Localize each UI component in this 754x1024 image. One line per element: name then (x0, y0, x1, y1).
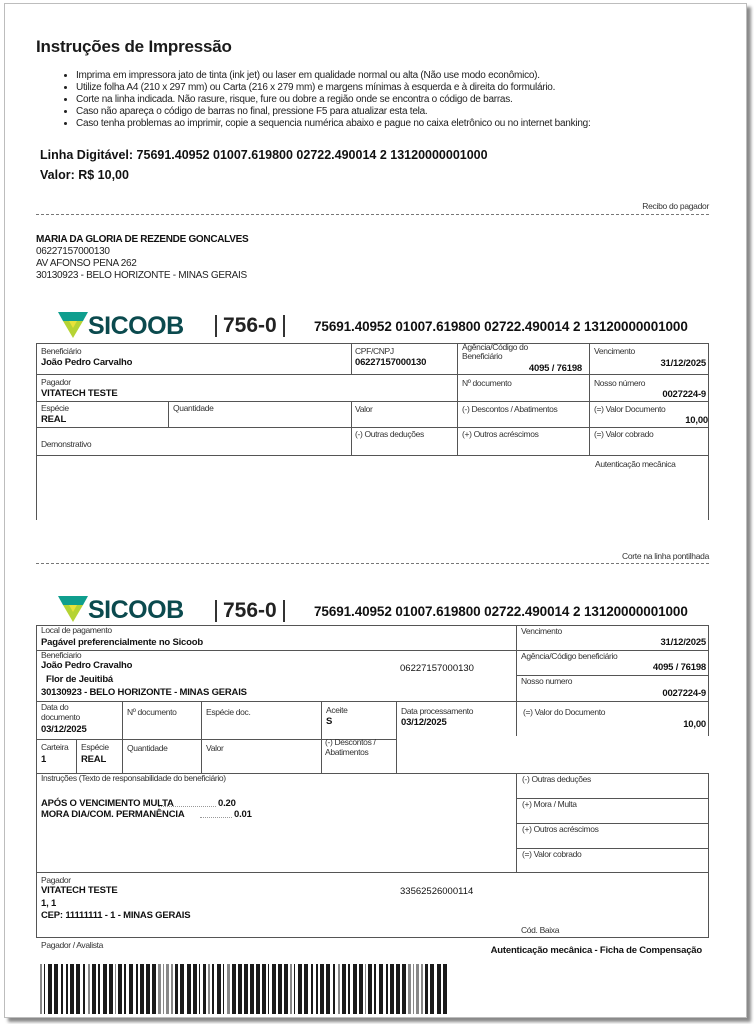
recibo-label: Recibo do pagador (642, 201, 709, 211)
cpf-label: CPF/CNPJ (355, 346, 394, 356)
aceite-label: Aceite (326, 705, 348, 715)
outras-deducoes-label: (-) Outras deduções (355, 429, 424, 439)
barcode-bar (413, 964, 415, 1014)
ficha-outros-acrescimos-label: (+) Outros acréscimos (522, 824, 599, 834)
barcode-bar (61, 964, 63, 1014)
ficha-nosso-value: 0027224-9 (662, 688, 706, 699)
barcode-bar (187, 964, 191, 1014)
barcode-bar (203, 964, 206, 1014)
barcode-bar (437, 964, 441, 1014)
barcode-bar (256, 964, 260, 1014)
barcode-bar (66, 964, 69, 1014)
instrucao-multa: APÓS O VENCIMENTO MULTA (41, 798, 174, 809)
barcode-bar (146, 964, 150, 1014)
sicoob-logo-icon (58, 312, 88, 338)
ficha-quantidade-label: Quantidade (127, 743, 168, 753)
barcode-bar (244, 964, 248, 1014)
barcode-bar (193, 964, 197, 1014)
barcode-bar (421, 964, 424, 1014)
barcode-bar (40, 964, 42, 1014)
nosso-numero-label: Nosso número (594, 378, 646, 388)
valor-documento-value: 10,00 (685, 415, 708, 426)
sender-doc: 06227157000130 (36, 246, 110, 257)
barcode-bar (129, 964, 133, 1014)
beneficiario-label: Beneficiário (41, 346, 82, 356)
barcode-bar (118, 964, 122, 1014)
barcode-bar (348, 964, 350, 1014)
barcode-bar (390, 964, 394, 1014)
valor-cobrado-label: (=) Valor cobrado (594, 429, 654, 439)
barcode-bar (290, 964, 292, 1014)
barcode-bar (326, 964, 330, 1014)
instruction-item: • Caso não apareça o código de barras no final, pressione F5 para atualizar esta tela. (76, 106, 590, 118)
vencimento-value: 31/12/2025 (660, 358, 706, 369)
ficha-agencia-label: Agência/Código beneficiário (521, 651, 618, 661)
barcode-bar (408, 964, 411, 1014)
data-documento-value: 03/12/2025 (41, 724, 87, 735)
ficha-descontos-label: (-) Descontos / (325, 737, 376, 747)
sicoob-logo-icon (58, 596, 88, 622)
ficha-nosso-label: Nosso numero (521, 676, 573, 686)
barcode-bar (304, 964, 308, 1014)
nosso-numero-value: 0027224-9 (662, 389, 706, 400)
barcode-bar (163, 964, 165, 1014)
data-documento-label-2: documento (41, 712, 80, 722)
data-documento-label: Data do (41, 702, 69, 712)
barcode-bar (338, 964, 341, 1014)
ficha-pagador-cep: CEP: 11111111 - 1 - MINAS GERAIS (41, 910, 191, 921)
valor-documento-label: (=) Valor Documento (594, 404, 666, 414)
cpf-value: 06227157000130 (355, 357, 427, 368)
sender-street: AV AFONSO PENA 262 (36, 258, 137, 269)
barcode-bar (316, 964, 319, 1014)
barcode-bar (208, 964, 211, 1014)
bank-code-2: 756-0 (215, 600, 285, 622)
instructions-title: Instruções de Impressão (36, 37, 232, 56)
ficha-pagador-value: VITATECH TESTE (41, 885, 118, 896)
cut-line (36, 214, 709, 215)
barcode-bar (386, 964, 389, 1014)
ficha-especie-label: Espécie (81, 742, 109, 752)
bank-code: 756-0 (215, 315, 285, 337)
barcode-bar (374, 964, 376, 1014)
barcode-bar (402, 964, 406, 1014)
ficha-autenticacao-label: Autenticação mecânica - Ficha de Compensação (490, 945, 702, 956)
instruction-item: • Utilize folha A4 (210 x 297 mm) ou Carta (216 x 279 mm) e margens mínimas à esquerda e à direita do formulário. (76, 82, 590, 94)
barcode-bar (44, 964, 46, 1014)
agencia-label-2: Beneficiário (462, 351, 503, 361)
barcode-bar (180, 964, 184, 1014)
ficha-especie-value: REAL (81, 754, 107, 765)
ndoc-label: Nº documento (462, 378, 512, 388)
instrucao-mora: MORA DIA/COM. PERMANÊNCIA (41, 809, 185, 820)
sicoob-logo: SICOOB (58, 312, 178, 340)
aceite-value: S (326, 716, 333, 727)
barcode-bar (250, 964, 254, 1014)
barcode-bar (262, 964, 266, 1014)
ficha-outras-deducoes-label: (-) Outras deduções (522, 774, 591, 784)
barcode-bar (76, 964, 80, 1014)
beneficiario-value: João Pedro Carvalho (41, 357, 133, 368)
barcode-bar (48, 964, 52, 1014)
barcode-bar (171, 964, 174, 1014)
outros-acrescimos-label: (+) Outros acréscimos (462, 429, 539, 439)
ficha-valor-cobrado-label: (=) Valor cobrado (522, 849, 582, 859)
instruction-item: • Imprima em impressora jato de tinta (ink jet) ou laser em qualidade normal ou alta (Não use modo econômico). (76, 70, 590, 82)
ficha-valor-documento-value: 10,00 (683, 719, 706, 730)
instrucao-mora-valor: 0.01 (234, 809, 252, 820)
linha-digitavel-header[interactable]: 75691.40952 01007.619800 02722.490014 2 13120000001000 (314, 319, 688, 334)
barcode-bar (342, 964, 346, 1014)
mora-multa-label: (+) Mora / Multa (522, 799, 577, 809)
barcode-bar (278, 964, 282, 1014)
ficha-beneficiario-end: Flor de Jeuitibá (46, 674, 114, 685)
barcode-bar (272, 964, 276, 1014)
especie-label: Espécie (41, 403, 69, 413)
instrucao-multa-valor: 0.20 (218, 798, 236, 809)
linha-digitavel-ficha[interactable]: 75691.40952 01007.619800 02722.490014 2 13120000001000 (314, 604, 688, 619)
ficha-valor-label: Valor (206, 743, 224, 753)
instrucoes-label: Instruções (Texto de responsabilidade do beneficiário) (41, 773, 226, 783)
ficha-ndoc-label: Nº documento (127, 707, 177, 717)
ficha-vencimento-label: Vencimento (521, 626, 562, 636)
ficha-descontos-label-2: Abatimentos (325, 747, 369, 757)
barcode-bar (175, 964, 178, 1014)
barcode-bar (416, 964, 419, 1014)
especie-doc-label: Espécie doc. (206, 707, 251, 717)
barcode-bar (88, 964, 91, 1014)
descontos-label: (-) Descontos / Abatimentos (462, 404, 558, 414)
instruction-item: • Corte na linha indicada. Não rasure, risque, fure ou dobre a região onde se encontra o código de barras. (76, 94, 590, 106)
barcode-bar (199, 964, 201, 1014)
barcode-bar (320, 964, 324, 1014)
barcode-bar (359, 964, 363, 1014)
ficha-pagador-label: Pagador (41, 875, 71, 885)
avalista-label: Pagador / Avalista (41, 940, 104, 950)
barcode-bar (379, 964, 383, 1014)
barcode-bar (284, 964, 288, 1014)
barcode-bar (98, 964, 100, 1014)
cut-line-2 (36, 563, 709, 564)
local-pagamento-value: Pagável preferencialmente no Sicoob (41, 637, 203, 648)
barcode-bar (232, 964, 236, 1014)
ficha-beneficiario-value: João Pedro Cravalho (41, 660, 133, 671)
agencia-label: Agência/Código do (462, 342, 528, 352)
barcode-bar (54, 964, 58, 1014)
ficha-beneficiario-doc: 06227157000130 (400, 663, 474, 674)
instructions-list (60, 70, 590, 130)
barcode-bar (365, 964, 367, 1014)
data-processamento-label: Data processamento (401, 706, 474, 716)
barcode-bar (443, 964, 447, 1014)
vencimento-label: Vencimento (594, 346, 635, 356)
ficha-pagador-doc: 33562526000114 (400, 886, 474, 897)
barcode-bar (103, 964, 107, 1014)
barcode-bar (109, 964, 113, 1014)
barcode-bar (124, 964, 126, 1014)
ficha-valor-documento-label: (=) Valor do Documento (523, 707, 606, 717)
barcode-bar (353, 964, 357, 1014)
valor-label: Valor (355, 404, 373, 414)
barcode-bar (140, 964, 144, 1014)
barcode-bar (83, 964, 85, 1014)
sender-name: MARIA DA GLORIA DE REZENDE GONCALVES (36, 234, 249, 245)
barcode-bar (294, 964, 296, 1014)
ficha-vencimento-value: 31/12/2025 (660, 637, 706, 648)
barcode-bar (223, 964, 225, 1014)
barcode-bar (158, 964, 161, 1014)
instruction-item: • Caso tenha problemas ao imprimir, copie a sequencia numérica abaixo e pague no caixa eletrônico ou no internet banking: (76, 118, 590, 130)
barcode-bar (217, 964, 221, 1014)
barcode-bar (166, 964, 169, 1014)
linha-digitavel[interactable]: Linha Digitável: 75691.40952 01007.619800 02722.490014 2 13120000001000 (40, 148, 488, 162)
especie-value: REAL (41, 414, 67, 425)
barcode-bar (311, 964, 313, 1014)
barcode (40, 964, 450, 1014)
barcode-bar (238, 964, 242, 1014)
barcode-bar (115, 964, 117, 1014)
barcode-bar (333, 964, 335, 1014)
ficha-beneficiario-city: 30130923 - BELO HORIZONTE - MINAS GERAIS (41, 687, 247, 698)
demonstrativo-label: Demonstrativo (41, 439, 92, 449)
agencia-value: 4095 / 76198 (528, 363, 582, 374)
sender-city: 30130923 - BELO HORIZONTE - MINAS GERAIS (36, 270, 247, 281)
cod-baixa-label: Cód. Baixa (521, 925, 560, 935)
barcode-bar (212, 964, 214, 1014)
pagador-value: VITATECH TESTE (41, 388, 118, 399)
barcode-bar (396, 964, 400, 1014)
barcode-bar (92, 964, 96, 1014)
pagador-label: Pagador (41, 377, 71, 387)
data-processamento-value: 03/12/2025 (401, 717, 447, 728)
barcode-bar (227, 964, 230, 1014)
ficha-pagador-end: 1, 1 (41, 898, 57, 909)
valor-total: Valor: R$ 10,00 (40, 168, 129, 182)
carteira-label: Carteira (41, 742, 69, 752)
ficha-agencia-value: 4095 / 76198 (652, 662, 706, 673)
carteira-value: 1 (41, 754, 47, 765)
barcode-bar (425, 964, 428, 1014)
barcode-bar (70, 964, 74, 1014)
barcode-bar (368, 964, 372, 1014)
sender-address (36, 234, 248, 282)
autenticacao-label: Autenticação mecânica (595, 459, 676, 469)
corte-label: Corte na linha pontilhada (621, 551, 709, 561)
quantidade-label: Quantidade (173, 403, 214, 413)
barcode-bar (136, 964, 139, 1014)
local-pagamento-label: Local de pagamento (41, 625, 112, 635)
pagador-box (36, 873, 709, 938)
barcode-bar (430, 964, 434, 1014)
barcode-bar (298, 964, 302, 1014)
ficha-beneficiario-label: Beneficiario (41, 650, 82, 660)
barcode-bar (152, 964, 156, 1014)
sicoob-logo-2: SICOOB (58, 596, 178, 624)
barcode-bar (268, 964, 270, 1014)
